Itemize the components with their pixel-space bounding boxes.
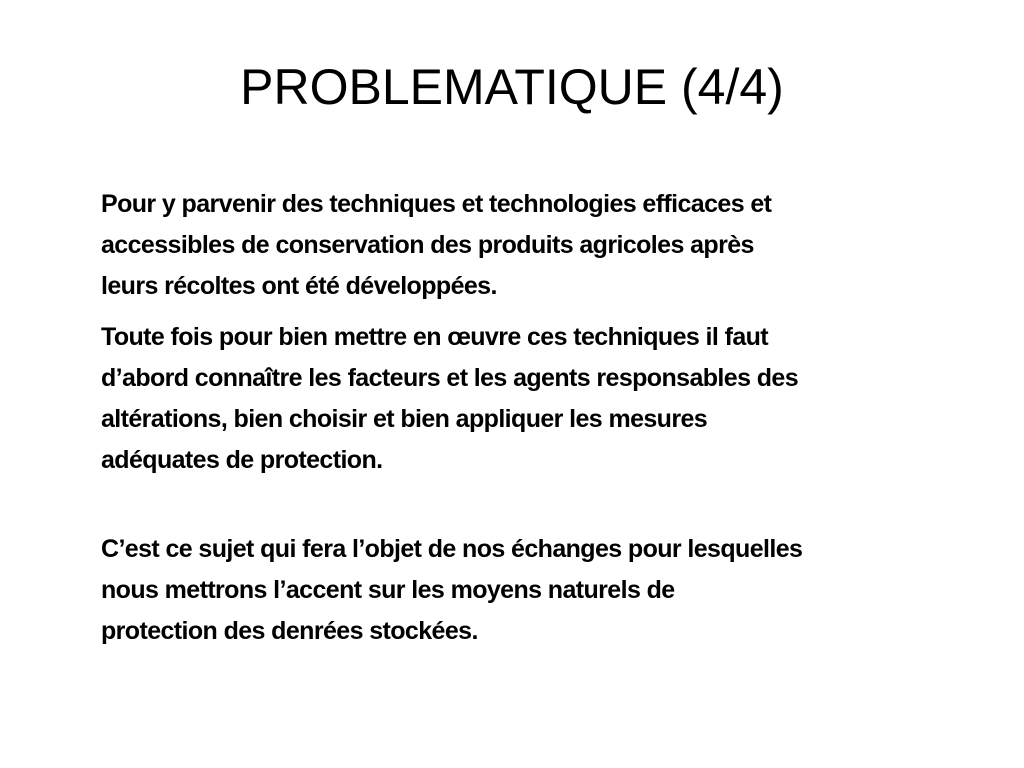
paragraph-1 bbox=[101, 184, 981, 307]
paragraph-line: Pour y parvenir des techniques et technologies efficaces et bbox=[101, 190, 772, 218]
paragraph-line: C’est ce sujet qui fera l’objet de nos échanges pour lesquelles bbox=[101, 535, 803, 563]
paragraph-2 bbox=[101, 317, 981, 481]
paragraph-line: d’abord connaître les facteurs et les agents responsables des bbox=[101, 364, 798, 392]
slide-title: PROBLEMATIQUE (4/4) bbox=[240, 59, 784, 115]
paragraph-line: accessibles de conservation des produits agricoles après bbox=[101, 231, 754, 259]
paragraph-line: nous mettrons l’accent sur les moyens naturels de bbox=[101, 576, 675, 604]
paragraph-line: Toute fois pour bien mettre en œuvre ces techniques il faut bbox=[101, 323, 769, 351]
paragraph-line: leurs récoltes ont été développées. bbox=[101, 272, 497, 300]
slide-body bbox=[101, 184, 981, 652]
paragraph-line: protection des denrées stockées. bbox=[101, 617, 478, 645]
paragraph-3 bbox=[101, 529, 981, 652]
paragraph-line: adéquates de protection. bbox=[101, 446, 383, 474]
paragraph-line: altérations, bien choisir et bien appliquer les mesures bbox=[101, 405, 708, 433]
